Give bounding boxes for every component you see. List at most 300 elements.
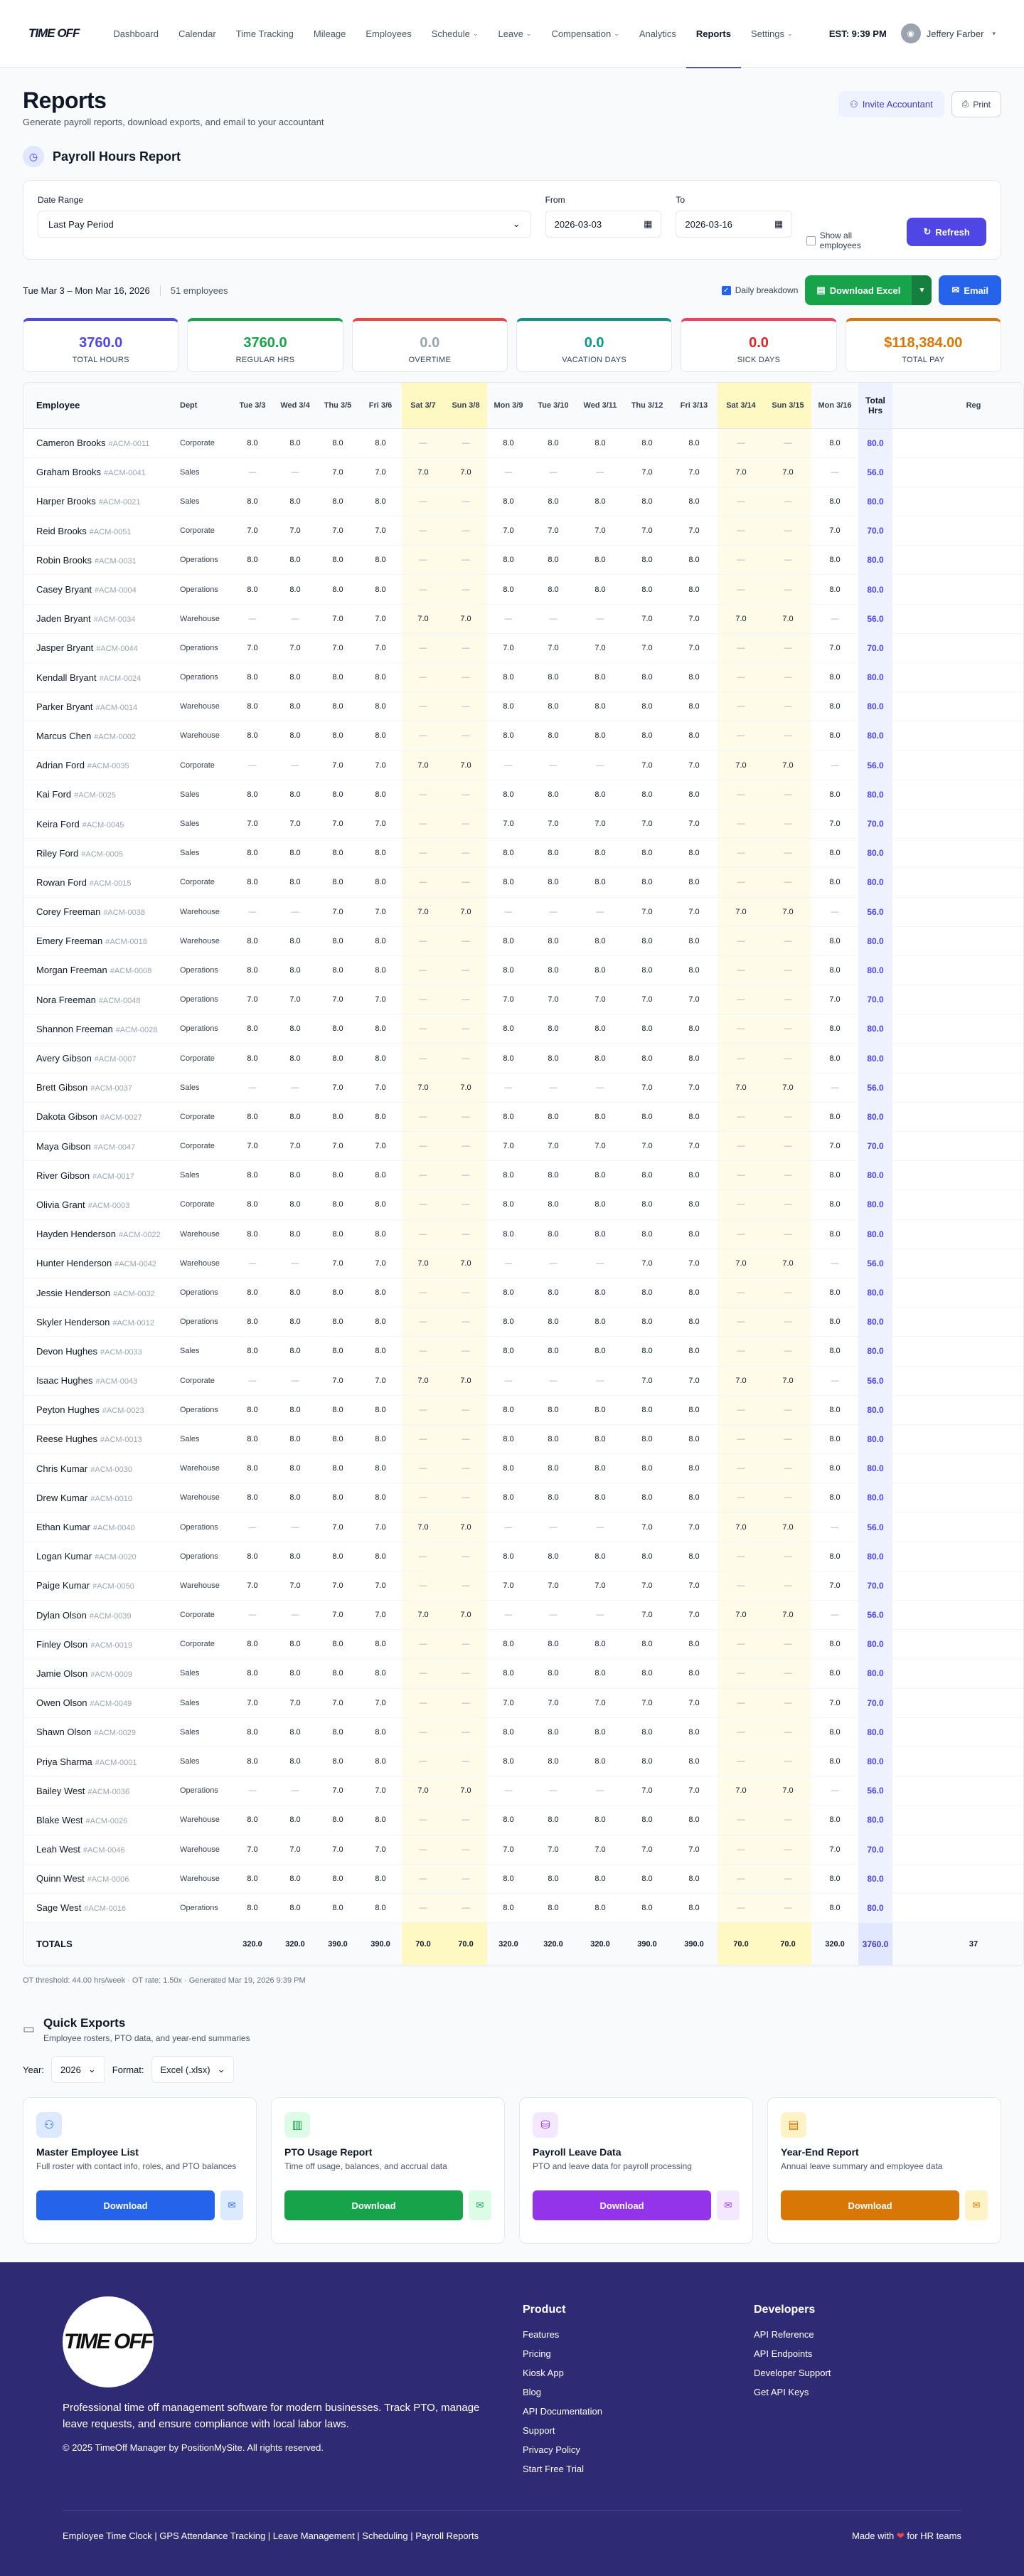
employee-name[interactable]: Shannon Freeman [36, 1023, 113, 1034]
employee-name[interactable]: Hayden Henderson [36, 1229, 117, 1240]
hours-cell: — [444, 1571, 487, 1600]
hours-cell: 8.0 [624, 1747, 671, 1776]
total-cell: 80.0 [858, 1717, 892, 1747]
nav-schedule[interactable]: Schedule ⌄ [431, 28, 479, 39]
col-day[interactable]: Tue 3/10 [530, 383, 577, 428]
hours-cell: 7.0 [316, 1835, 359, 1864]
col-dept[interactable]: Dept [176, 383, 231, 428]
table-row[interactable] [23, 1806, 1024, 1835]
hours-cell: 7.0 [764, 1366, 811, 1395]
footer-link[interactable]: Features [523, 2329, 560, 2341]
footer-link[interactable]: API Documentation [523, 2406, 603, 2417]
table-row[interactable] [23, 1337, 1024, 1366]
table-row[interactable] [23, 721, 1024, 751]
table-row[interactable] [23, 1483, 1024, 1512]
bar-chart-icon: ▥ [284, 2112, 310, 2138]
from-date-input[interactable] [545, 211, 662, 238]
table-row[interactable] [23, 1717, 1024, 1747]
col-day[interactable]: Mon 3/16 [811, 383, 858, 428]
hours-cell: 8.0 [316, 1717, 359, 1747]
employee-id: #ACM-0003 [87, 1201, 130, 1210]
to-date-input[interactable] [676, 211, 792, 238]
table-row[interactable] [23, 1073, 1024, 1102]
col-day[interactable]: Fri 3/6 [359, 383, 402, 428]
dept-cell: Corporate [176, 868, 231, 897]
hours-cell: 7.0 [316, 1512, 359, 1542]
hours-cell: — [718, 1190, 764, 1219]
hours-cell: — [764, 780, 811, 809]
download-excel-button[interactable] [805, 275, 912, 305]
nav-analytics[interactable]: Analytics [639, 28, 676, 39]
hours-cell: 8.0 [316, 1337, 359, 1366]
payroll-title: Payroll Hours Report [53, 149, 181, 164]
hours-cell: 7.0 [402, 751, 444, 780]
table-row[interactable] [23, 1893, 1024, 1922]
dept-cell: Warehouse [176, 1219, 231, 1249]
hours-cell: — [231, 1512, 274, 1542]
col-day[interactable]: Fri 3/13 [671, 383, 718, 428]
table-row[interactable] [23, 955, 1024, 985]
col-day[interactable]: Wed 3/4 [274, 383, 316, 428]
table-row[interactable] [23, 1776, 1024, 1806]
table-row[interactable] [23, 809, 1024, 838]
employee-name[interactable]: Sage West [36, 1902, 82, 1914]
format-select[interactable] [151, 2056, 235, 2083]
hours-cell: — [577, 1366, 624, 1395]
hours-cell: 8.0 [316, 1630, 359, 1659]
table-row[interactable] [23, 546, 1024, 575]
col-total-hrs[interactable]: Total Hrs [858, 383, 892, 428]
col-day[interactable]: Thu 3/12 [624, 383, 671, 428]
hours-cell: 8.0 [487, 955, 530, 985]
table-row[interactable] [23, 1278, 1024, 1307]
hours-cell: 8.0 [487, 1337, 530, 1366]
hours-cell: — [231, 751, 274, 780]
download-button[interactable]: Download [36, 2190, 215, 2220]
hours-cell: 7.0 [718, 1601, 764, 1630]
reg-cell [892, 1601, 1024, 1630]
employee-cell [23, 1044, 176, 1073]
table-row[interactable] [23, 1512, 1024, 1542]
hours-cell: 8.0 [577, 1278, 624, 1307]
employee-id: #ACM-0035 [87, 762, 129, 771]
table-row[interactable] [23, 1601, 1024, 1630]
employee-name[interactable]: Dakota Gibson [36, 1111, 97, 1123]
download-button[interactable]: Download [533, 2190, 711, 2220]
hours-cell: 7.0 [487, 1688, 530, 1717]
download-button[interactable]: Download [781, 2190, 959, 2220]
employee-name[interactable]: Peyton Hughes [36, 1404, 100, 1416]
hours-cell: 8.0 [231, 1659, 274, 1688]
hours-cell: 8.0 [274, 575, 316, 604]
hours-cell: 8.0 [487, 1278, 530, 1307]
employee-name[interactable]: River Gibson [36, 1170, 90, 1181]
mail-icon[interactable]: ✉ [220, 2190, 243, 2220]
col-day[interactable]: Thu 3/5 [316, 383, 359, 428]
table-row[interactable] [23, 1102, 1024, 1131]
totals-cell: 320.0 [530, 1923, 577, 1966]
table-row[interactable] [23, 1542, 1024, 1571]
employee-name[interactable]: Paige Kumar [36, 1580, 90, 1591]
table-row[interactable] [23, 780, 1024, 809]
table-row[interactable] [23, 487, 1024, 516]
employee-id: #ACM-0020 [95, 1553, 137, 1562]
hours-cell: 8.0 [231, 868, 274, 897]
hours-cell: — [402, 1688, 444, 1717]
employee-name[interactable]: Emery Freeman [36, 935, 103, 947]
payroll-table[interactable] [23, 382, 1024, 1966]
table-row[interactable] [23, 1571, 1024, 1600]
employee-name[interactable]: Chris Kumar [36, 1463, 88, 1474]
hours-cell: — [718, 1571, 764, 1600]
hours-cell: 8.0 [359, 1542, 402, 1571]
hours-cell: 8.0 [231, 1161, 274, 1190]
col-day[interactable]: Sat 3/7 [402, 383, 444, 428]
hours-cell: — [487, 1776, 530, 1806]
daily-breakdown-checkbox[interactable] [722, 285, 799, 295]
hours-cell: 8.0 [671, 1630, 718, 1659]
employee-id: #ACM-0026 [85, 1816, 128, 1825]
date-range-select[interactable] [38, 211, 531, 238]
refresh-icon: ↻ [923, 226, 932, 237]
nav-dashboard[interactable]: Dashboard [113, 28, 159, 39]
employee-name[interactable]: Parker Bryant [36, 701, 93, 712]
employee-id: #ACM-0013 [100, 1436, 142, 1445]
reg-cell [892, 575, 1024, 604]
hours-cell: 8.0 [577, 575, 624, 604]
hours-cell: — [718, 1278, 764, 1307]
employee-id: #ACM-0017 [92, 1172, 134, 1181]
employee-name[interactable]: Cameron Brooks [36, 438, 106, 449]
employee-name[interactable]: Skyler Henderson [36, 1316, 110, 1327]
hours-cell: 8.0 [811, 1717, 858, 1747]
hours-cell: 8.0 [624, 1864, 671, 1893]
employee-name[interactable]: Quinn West [36, 1873, 85, 1885]
employee-name[interactable]: Avery Gibson [36, 1053, 92, 1064]
employee-name[interactable]: Kendall Bryant [36, 672, 97, 683]
hours-cell: — [444, 985, 487, 1014]
nav-settings[interactable]: Settings ⌄ [750, 28, 793, 39]
invite-accountant-button[interactable] [838, 91, 944, 117]
checkbox[interactable] [806, 236, 816, 245]
employee-name[interactable]: Hunter Henderson [36, 1258, 112, 1269]
hours-cell: — [402, 1717, 444, 1747]
hours-cell: 7.0 [718, 457, 764, 487]
hours-cell: — [764, 1630, 811, 1659]
employee-name[interactable]: Maya Gibson [36, 1140, 91, 1152]
hours-cell: — [444, 1424, 487, 1453]
col-day[interactable]: Wed 3/11 [577, 383, 624, 428]
refresh-button[interactable] [907, 218, 986, 246]
footer-link[interactable]: API Endpoints [754, 2348, 813, 2360]
hours-cell: 8.0 [811, 1806, 858, 1835]
col-day[interactable]: Sun 3/8 [444, 383, 487, 428]
hours-cell: 7.0 [316, 457, 359, 487]
hours-cell: 8.0 [359, 575, 402, 604]
hours-cell: 8.0 [316, 1454, 359, 1483]
table-row[interactable] [23, 1219, 1024, 1249]
hours-cell: 8.0 [359, 1454, 402, 1483]
employee-name[interactable]: Logan Kumar [36, 1551, 92, 1562]
hours-cell: 8.0 [274, 1542, 316, 1571]
employee-name[interactable]: Casey Bryant [36, 584, 92, 595]
table-row[interactable] [23, 1161, 1024, 1190]
footer-logo[interactable]: TIME OFF [63, 2296, 154, 2387]
hours-cell: 8.0 [671, 663, 718, 692]
nav-time-tracking[interactable]: Time Tracking [235, 28, 294, 39]
table-row[interactable] [23, 1659, 1024, 1688]
hours-cell: — [577, 604, 624, 633]
mail-icon[interactable]: ✉ [717, 2190, 740, 2220]
table-row[interactable] [23, 985, 1024, 1014]
employee-cell [23, 457, 176, 487]
hours-cell: 8.0 [316, 428, 359, 457]
hours-cell: 7.0 [671, 985, 718, 1014]
employee-name[interactable]: Jessie Henderson [36, 1287, 111, 1298]
logo[interactable]: TIME OFF [28, 26, 80, 40]
table-row[interactable] [23, 1835, 1024, 1864]
hours-cell: — [274, 1601, 316, 1630]
employee-id: #ACM-0031 [95, 556, 137, 566]
table-row[interactable] [23, 663, 1024, 692]
employee-name[interactable]: Rowan Ford [36, 876, 87, 888]
hours-cell: 8.0 [274, 868, 316, 897]
employee-id: #ACM-0004 [95, 586, 137, 595]
employee-name[interactable]: Finley Olson [36, 1638, 88, 1650]
download-button[interactable]: Download [284, 2190, 463, 2220]
hours-cell: 8.0 [530, 1454, 577, 1483]
table-row[interactable] [23, 604, 1024, 633]
mail-icon[interactable]: ✉ [965, 2190, 988, 2220]
table-row[interactable] [23, 839, 1024, 868]
employee-name[interactable]: Jamie Olson [36, 1668, 88, 1679]
table-row[interactable] [23, 1044, 1024, 1073]
hours-cell: 7.0 [577, 1835, 624, 1864]
table-row[interactable] [23, 926, 1024, 955]
table-row[interactable] [23, 1190, 1024, 1219]
employee-name[interactable]: Robin Brooks [36, 554, 92, 566]
employee-name[interactable]: Kai Ford [36, 789, 72, 800]
table-row[interactable] [23, 1688, 1024, 1717]
table-row[interactable] [23, 516, 1024, 546]
footer-link[interactable]: Support [523, 2425, 555, 2437]
hours-cell: — [402, 926, 444, 955]
employee-name[interactable]: Jaden Bryant [36, 613, 91, 625]
employee-name[interactable]: Corey Freeman [36, 906, 101, 918]
hours-cell: — [402, 1424, 444, 1453]
table-row[interactable] [23, 1395, 1024, 1424]
hours-cell: 7.0 [530, 1688, 577, 1717]
employee-name[interactable]: Owen Olson [36, 1697, 87, 1709]
employee-name[interactable]: Isaac Hughes [36, 1375, 93, 1387]
employee-name[interactable]: Olivia Grant [36, 1199, 85, 1210]
employee-name[interactable]: Ethan Kumar [36, 1522, 90, 1533]
hours-cell: 8.0 [530, 663, 577, 692]
hours-cell: 8.0 [671, 428, 718, 457]
employee-name[interactable]: Jasper Bryant [36, 642, 94, 654]
employee-cell [23, 1571, 176, 1600]
table-row[interactable] [23, 897, 1024, 926]
hours-cell: — [487, 457, 530, 487]
nav-employees[interactable]: Employees [366, 28, 412, 39]
hours-cell: — [444, 516, 487, 546]
year-select[interactable] [51, 2056, 105, 2083]
table-row[interactable] [23, 457, 1024, 487]
footer-link[interactable]: Start Free Trial [523, 2464, 584, 2475]
hours-cell: 8.0 [359, 1161, 402, 1190]
hours-cell: 7.0 [624, 604, 671, 633]
table-row[interactable] [23, 1454, 1024, 1483]
hours-cell: — [718, 868, 764, 897]
hours-cell: 8.0 [316, 1424, 359, 1453]
hours-cell: — [764, 955, 811, 985]
employee-name[interactable]: Harper Brooks [36, 496, 96, 507]
table-row[interactable] [23, 1014, 1024, 1044]
table-row[interactable] [23, 575, 1024, 604]
year-value: 2026 [60, 2064, 81, 2075]
footer-link[interactable]: Blog [523, 2387, 542, 2398]
print-button[interactable] [951, 91, 1001, 117]
table-row[interactable] [23, 868, 1024, 897]
hours-cell: 8.0 [359, 721, 402, 751]
total-cell: 70.0 [858, 1688, 892, 1717]
col-day[interactable]: Tue 3/3 [231, 383, 274, 428]
nav-mileage[interactable]: Mileage [313, 28, 346, 39]
employee-cell [23, 1893, 176, 1922]
hours-cell: 7.0 [811, 516, 858, 546]
table-row[interactable] [23, 1308, 1024, 1337]
employee-name[interactable]: Riley Ford [36, 847, 79, 859]
employee-id: #ACM-0008 [110, 967, 152, 976]
employee-name[interactable]: Shawn Olson [36, 1727, 92, 1738]
hours-cell: 8.0 [624, 1630, 671, 1659]
hours-cell: — [718, 1659, 764, 1688]
card-title: Year-End Report [781, 2146, 859, 2158]
footer-bottom-links[interactable]: Employee Time Clock | GPS Attendance Tracking | Leave Management | Scheduling | Payroll Reports [63, 2530, 479, 2542]
mail-icon[interactable]: ✉ [469, 2190, 491, 2220]
table-row[interactable] [23, 1366, 1024, 1395]
hours-cell: 8.0 [316, 839, 359, 868]
employee-name[interactable]: Dylan Olson [36, 1609, 87, 1621]
employee-name[interactable]: Morgan Freeman [36, 965, 107, 976]
employee-name[interactable]: Marcus Chen [36, 730, 92, 741]
hours-cell: — [718, 955, 764, 985]
footer-link[interactable]: Kiosk App [523, 2368, 564, 2379]
footer-link[interactable]: Privacy Policy [523, 2444, 580, 2456]
hours-cell: 7.0 [487, 1132, 530, 1161]
hours-cell: — [577, 897, 624, 926]
email-button[interactable] [939, 275, 1001, 305]
col-reg[interactable]: Reg [892, 383, 1024, 428]
hours-cell: 8.0 [231, 692, 274, 721]
table-row[interactable] [23, 1747, 1024, 1776]
employee-name[interactable]: Nora Freeman [36, 994, 96, 1005]
table-row[interactable] [23, 1424, 1024, 1453]
employee-name[interactable]: Reese Hughes [36, 1433, 97, 1445]
download-options-button[interactable] [912, 275, 932, 305]
employee-name[interactable]: Brett Gibson [36, 1082, 88, 1093]
total-cell: 70.0 [858, 633, 892, 662]
employee-cell [23, 1073, 176, 1102]
hours-cell: 8.0 [671, 1806, 718, 1835]
col-employee[interactable]: Employee [23, 383, 176, 428]
footer-link[interactable]: Developer Support [754, 2368, 831, 2379]
user-menu[interactable] [901, 23, 996, 43]
checkmark-icon[interactable]: ✓ [722, 286, 731, 295]
hours-cell: 8.0 [359, 1190, 402, 1219]
hours-cell: 7.0 [624, 985, 671, 1014]
reg-cell [892, 721, 1024, 751]
hours-cell: — [444, 692, 487, 721]
dept-cell: Corporate [176, 751, 231, 780]
hours-cell: 8.0 [231, 955, 274, 985]
footer-link[interactable]: Pricing [523, 2348, 551, 2360]
employee-name[interactable]: Blake West [36, 1814, 83, 1825]
footer-link[interactable]: Get API Keys [754, 2387, 809, 2398]
dept-cell: Operations [176, 1776, 231, 1806]
table-row[interactable] [23, 428, 1024, 457]
employee-name[interactable]: Bailey West [36, 1785, 85, 1796]
employee-name[interactable]: Drew Kumar [36, 1492, 88, 1503]
stat-label: TOTAL PAY [902, 356, 945, 364]
col-day[interactable]: Sun 3/15 [764, 383, 811, 428]
employee-id: #ACM-0049 [90, 1700, 132, 1709]
hours-cell: 8.0 [671, 1337, 718, 1366]
dept-cell: Sales [176, 1688, 231, 1717]
hours-cell: 7.0 [316, 1601, 359, 1630]
hours-cell: 8.0 [577, 1659, 624, 1688]
col-day[interactable]: Sat 3/14 [718, 383, 764, 428]
dept-cell: Sales [176, 1424, 231, 1453]
hours-cell: 8.0 [671, 692, 718, 721]
employee-name[interactable]: Devon Hughes [36, 1345, 97, 1357]
table-row[interactable] [23, 1864, 1024, 1893]
employee-name[interactable]: Adrian Ford [36, 760, 85, 771]
employee-name[interactable]: Graham Brooks [36, 467, 102, 478]
table-row[interactable] [23, 633, 1024, 662]
table-row[interactable] [23, 1630, 1024, 1659]
totals-cell: 390.0 [624, 1923, 671, 1966]
employee-name[interactable]: Leah West [36, 1844, 80, 1855]
table-row[interactable] [23, 1249, 1024, 1278]
card-title: Master Employee List [36, 2146, 139, 2158]
hours-cell: 7.0 [316, 1776, 359, 1806]
hours-cell: — [718, 1337, 764, 1366]
hours-cell: 8.0 [624, 1717, 671, 1747]
show-all-checkbox[interactable] [806, 230, 892, 250]
hours-cell: — [274, 604, 316, 633]
table-row[interactable] [23, 751, 1024, 780]
employee-name[interactable]: Priya Sharma [36, 1756, 92, 1767]
table-row[interactable] [23, 1132, 1024, 1161]
hours-cell: 7.0 [316, 809, 359, 838]
nav-compensation[interactable]: Compensation ⌄ [551, 28, 619, 39]
col-day[interactable]: Mon 3/9 [487, 383, 530, 428]
nav-calendar[interactable]: Calendar [178, 28, 216, 39]
nav-reports[interactable]: Reports [686, 0, 741, 68]
stat-total-pay [846, 318, 1001, 372]
table-row[interactable] [23, 692, 1024, 721]
employee-name[interactable]: Reid Brooks [36, 525, 87, 536]
hours-cell: 7.0 [530, 1835, 577, 1864]
hours-cell: 8.0 [274, 721, 316, 751]
hours-cell: 8.0 [811, 1014, 858, 1044]
employee-name[interactable]: Keira Ford [36, 818, 80, 829]
hours-cell: 8.0 [577, 1542, 624, 1571]
hours-cell: 7.0 [274, 1571, 316, 1600]
nav-leave[interactable]: Leave ⌄ [498, 28, 532, 39]
footer-link[interactable]: API Reference [754, 2329, 814, 2341]
